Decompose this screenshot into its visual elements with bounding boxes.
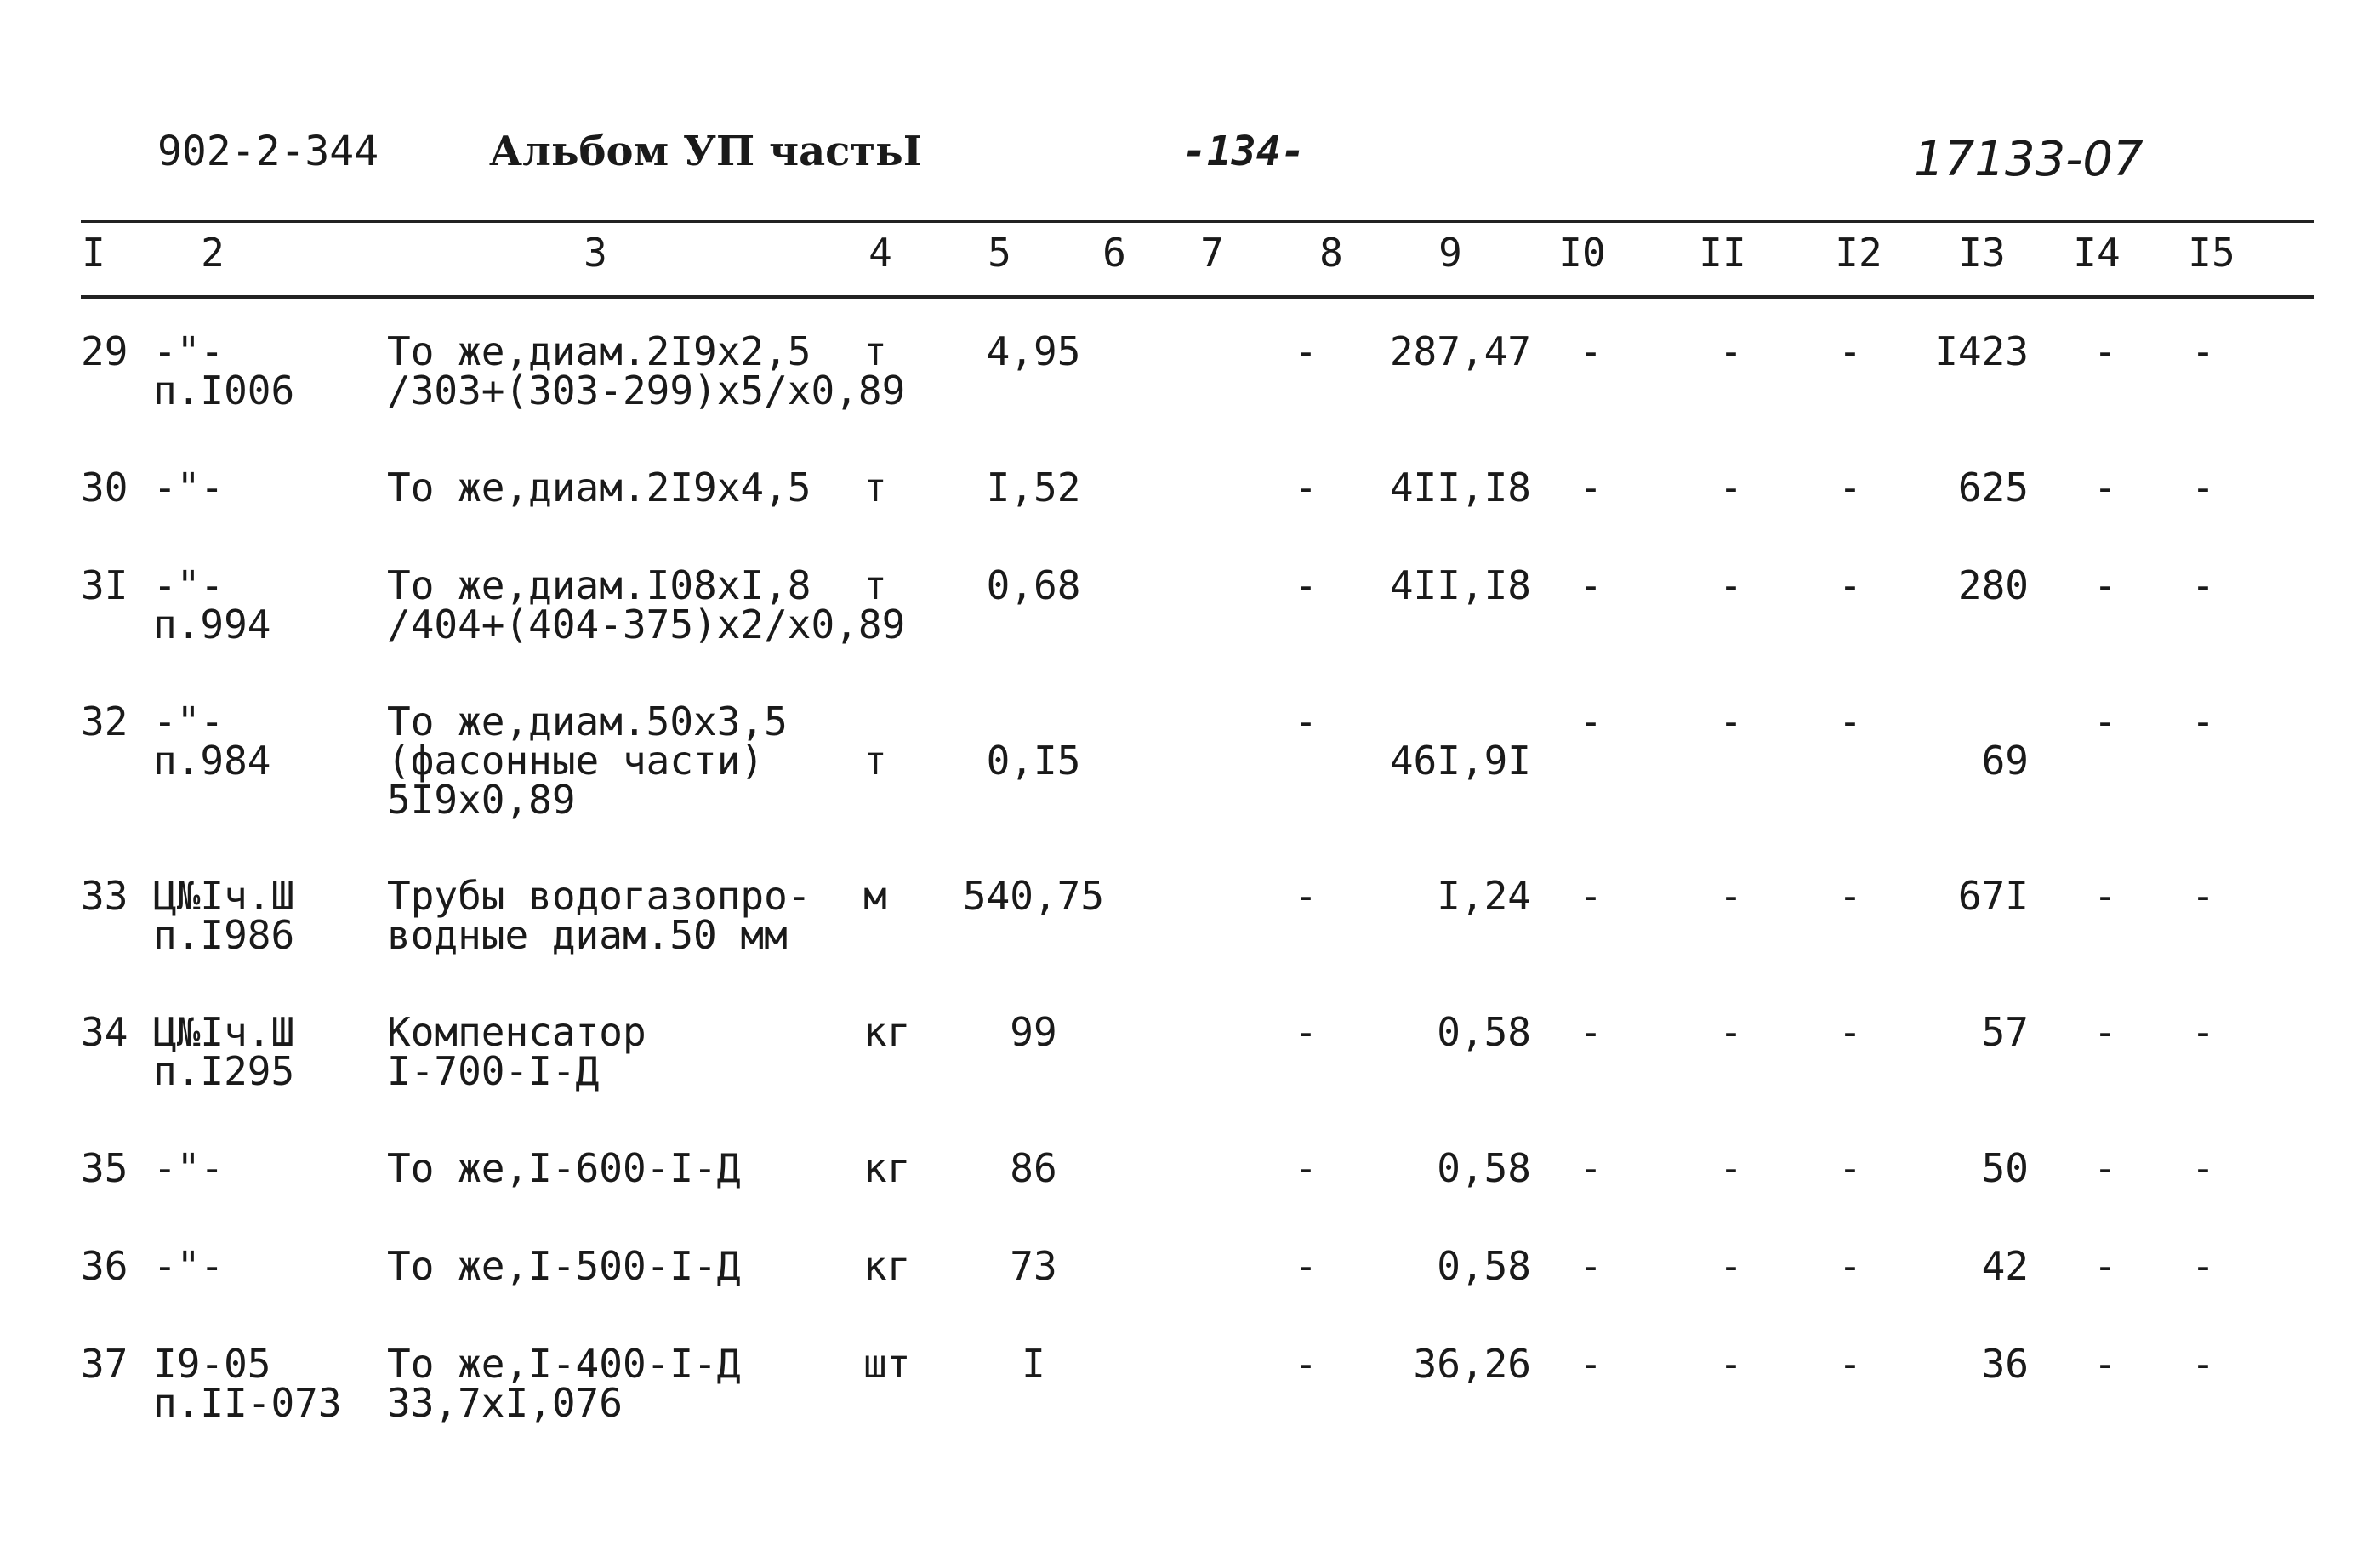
column-15-value: - bbox=[2191, 1009, 2215, 1055]
column-10-value: - bbox=[1579, 328, 1603, 374]
total-value: 280 bbox=[1957, 562, 2029, 608]
column-header: II bbox=[1699, 230, 1746, 276]
description: I-700-I-Д bbox=[387, 1048, 600, 1094]
column-8-value: - bbox=[1294, 562, 1318, 608]
reference: Ц№Iч.Ш bbox=[153, 1009, 295, 1055]
row-number: 30 bbox=[81, 465, 128, 510]
row-number: 29 bbox=[81, 328, 128, 374]
description: /303+(303-299)х5/х0,89 bbox=[387, 368, 906, 413]
unit-price: 287,47 bbox=[1389, 328, 1531, 374]
column-15-value: - bbox=[2191, 1341, 2215, 1387]
quantity: 0,68 bbox=[986, 562, 1081, 608]
total-value: 69 bbox=[1981, 738, 2029, 784]
quantity: I,52 bbox=[986, 465, 1081, 510]
description: Трубы водогазопро- bbox=[387, 873, 811, 919]
column-10-value: - bbox=[1579, 562, 1603, 608]
quantity: 0,I5 bbox=[986, 738, 1081, 784]
row-number: 35 bbox=[81, 1145, 128, 1191]
column-11-value: - bbox=[1719, 465, 1743, 510]
column-8-value: - bbox=[1294, 873, 1318, 919]
row-number: 36 bbox=[81, 1243, 128, 1289]
column-header: 7 bbox=[1200, 230, 1224, 276]
document-number: 17133-07 bbox=[1914, 132, 2144, 187]
total-value: 625 bbox=[1957, 465, 2029, 510]
column-10-value: - bbox=[1579, 1009, 1603, 1055]
column-11-value: - bbox=[1719, 562, 1743, 608]
column-15-value: - bbox=[2191, 465, 2215, 510]
column-14-value: - bbox=[2093, 698, 2117, 744]
column-14-value: - bbox=[2093, 1341, 2117, 1387]
column-11-value: - bbox=[1719, 1145, 1743, 1191]
column-11-value: - bbox=[1719, 1243, 1743, 1289]
column-12-value: - bbox=[1838, 698, 1862, 744]
column-12-value: - bbox=[1838, 465, 1862, 510]
column-11-value: - bbox=[1719, 873, 1743, 919]
description: 33,7хI,076 bbox=[387, 1380, 623, 1426]
column-11-value: - bbox=[1719, 328, 1743, 374]
column-14-value: - bbox=[2093, 873, 2117, 919]
column-8-value: - bbox=[1294, 1009, 1318, 1055]
unit-price: I,24 bbox=[1437, 873, 1531, 919]
column-header: 3 bbox=[584, 230, 607, 276]
quantity: 4,95 bbox=[986, 328, 1081, 374]
unit-price: 0,58 bbox=[1437, 1145, 1531, 1191]
unit: т bbox=[863, 562, 887, 608]
column-header: I bbox=[82, 230, 105, 276]
unit: шт bbox=[863, 1341, 911, 1387]
description: То же,I-600-I-Д bbox=[387, 1145, 741, 1191]
total-value: I423 bbox=[1934, 328, 2029, 374]
column-header: I4 bbox=[2073, 230, 2121, 276]
column-15-value: - bbox=[2191, 562, 2215, 608]
total-value: 57 bbox=[1981, 1009, 2029, 1055]
page-number: -134- bbox=[1182, 128, 1306, 175]
column-10-value: - bbox=[1579, 873, 1603, 919]
total-value: 67I bbox=[1957, 873, 2029, 919]
column-header: I2 bbox=[1835, 230, 1882, 276]
column-10-value: - bbox=[1579, 465, 1603, 510]
quantity: 73 bbox=[1010, 1243, 1057, 1289]
column-15-value: - bbox=[2191, 1145, 2215, 1191]
unit: т bbox=[863, 328, 887, 374]
description: То же,I-400-I-Д bbox=[387, 1341, 741, 1387]
album-title: Альбом УП частьI bbox=[489, 128, 923, 175]
unit-price: 0,58 bbox=[1437, 1009, 1531, 1055]
column-14-value: - bbox=[2093, 1243, 2117, 1289]
column-10-value: - bbox=[1579, 1243, 1603, 1289]
reference: п.I295 bbox=[153, 1048, 295, 1094]
reference: п.I006 bbox=[153, 368, 295, 413]
column-header: 5 bbox=[988, 230, 1011, 276]
column-12-value: - bbox=[1838, 328, 1862, 374]
column-11-value: - bbox=[1719, 698, 1743, 744]
description: То же,диам.2I9х4,5 bbox=[387, 465, 811, 510]
reference: Ц№Iч.Ш bbox=[153, 873, 295, 919]
reference: -"- bbox=[153, 1145, 225, 1191]
column-8-value: - bbox=[1294, 465, 1318, 510]
column-header: 2 bbox=[201, 230, 225, 276]
reference: -"- bbox=[153, 698, 225, 744]
row-number: 33 bbox=[81, 873, 128, 919]
unit: кг bbox=[863, 1243, 911, 1289]
column-8-value: - bbox=[1294, 328, 1318, 374]
reference: -"- bbox=[153, 465, 225, 510]
column-15-value: - bbox=[2191, 328, 2215, 374]
top-rule bbox=[81, 220, 2314, 223]
column-15-value: - bbox=[2191, 698, 2215, 744]
unit-price: 4II,I8 bbox=[1389, 562, 1531, 608]
reference: п.984 bbox=[153, 738, 271, 784]
column-header: 8 bbox=[1319, 230, 1343, 276]
row-number: 3I bbox=[81, 562, 128, 608]
description: 5I9х0,89 bbox=[387, 777, 576, 823]
column-14-value: - bbox=[2093, 1009, 2117, 1055]
description: То же,диам.50х3,5 bbox=[387, 698, 788, 744]
column-10-value: - bbox=[1579, 1145, 1603, 1191]
column-12-value: - bbox=[1838, 1243, 1862, 1289]
quantity: 99 bbox=[1010, 1009, 1057, 1055]
column-12-value: - bbox=[1838, 1341, 1862, 1387]
total-value: 36 bbox=[1981, 1341, 2029, 1387]
column-header: I0 bbox=[1558, 230, 1606, 276]
column-12-value: - bbox=[1838, 562, 1862, 608]
unit-price: 36,26 bbox=[1413, 1341, 1531, 1387]
document-code: 902-2-344 bbox=[157, 128, 379, 175]
reference: п.II-073 bbox=[153, 1380, 342, 1426]
reference: -"- bbox=[153, 328, 225, 374]
column-8-value: - bbox=[1294, 698, 1318, 744]
column-8-value: - bbox=[1294, 1341, 1318, 1387]
column-header: 4 bbox=[868, 230, 892, 276]
column-12-value: - bbox=[1838, 1009, 1862, 1055]
column-11-value: - bbox=[1719, 1009, 1743, 1055]
column-14-value: - bbox=[2093, 1145, 2117, 1191]
reference: -"- bbox=[153, 1243, 225, 1289]
unit: м bbox=[863, 873, 887, 919]
unit-price: 0,58 bbox=[1437, 1243, 1531, 1289]
column-header: I5 bbox=[2188, 230, 2235, 276]
description: (фасонные части) bbox=[387, 738, 765, 784]
description: водные диам.50 мм bbox=[387, 912, 788, 958]
column-12-value: - bbox=[1838, 873, 1862, 919]
column-8-value: - bbox=[1294, 1145, 1318, 1191]
reference: п.994 bbox=[153, 602, 271, 647]
total-value: 50 bbox=[1981, 1145, 2029, 1191]
reference: I9-05 bbox=[153, 1341, 271, 1387]
column-14-value: - bbox=[2093, 465, 2117, 510]
row-number: 37 bbox=[81, 1341, 128, 1387]
header-rule bbox=[81, 295, 2314, 299]
description: То же,I-500-I-Д bbox=[387, 1243, 741, 1289]
unit-price: 4II,I8 bbox=[1389, 465, 1531, 510]
column-12-value: - bbox=[1838, 1145, 1862, 1191]
quantity: I bbox=[1022, 1341, 1045, 1387]
column-15-value: - bbox=[2191, 1243, 2215, 1289]
reference: п.I986 bbox=[153, 912, 295, 958]
total-value: 42 bbox=[1981, 1243, 2029, 1289]
column-11-value: - bbox=[1719, 1341, 1743, 1387]
column-15-value: - bbox=[2191, 873, 2215, 919]
quantity: 86 bbox=[1010, 1145, 1057, 1191]
quantity: 540,75 bbox=[962, 873, 1105, 919]
unit: т bbox=[863, 465, 887, 510]
description: Компенсатор bbox=[387, 1009, 646, 1055]
description: /404+(404-375)х2/х0,89 bbox=[387, 602, 906, 647]
row-number: 32 bbox=[81, 698, 128, 744]
column-header: 9 bbox=[1438, 230, 1462, 276]
description: То же,диам.I08хI,8 bbox=[387, 562, 811, 608]
description: То же,диам.2I9х2,5 bbox=[387, 328, 811, 374]
column-10-value: - bbox=[1579, 698, 1603, 744]
column-14-value: - bbox=[2093, 562, 2117, 608]
row-number: 34 bbox=[81, 1009, 128, 1055]
column-8-value: - bbox=[1294, 1243, 1318, 1289]
reference: -"- bbox=[153, 562, 225, 608]
column-14-value: - bbox=[2093, 328, 2117, 374]
column-header: I3 bbox=[1958, 230, 2006, 276]
unit: кг bbox=[863, 1009, 911, 1055]
unit-price: 46I,9I bbox=[1389, 738, 1531, 784]
column-10-value: - bbox=[1579, 1341, 1603, 1387]
unit: кг bbox=[863, 1145, 911, 1191]
column-header: 6 bbox=[1102, 230, 1126, 276]
unit: т bbox=[863, 738, 887, 784]
